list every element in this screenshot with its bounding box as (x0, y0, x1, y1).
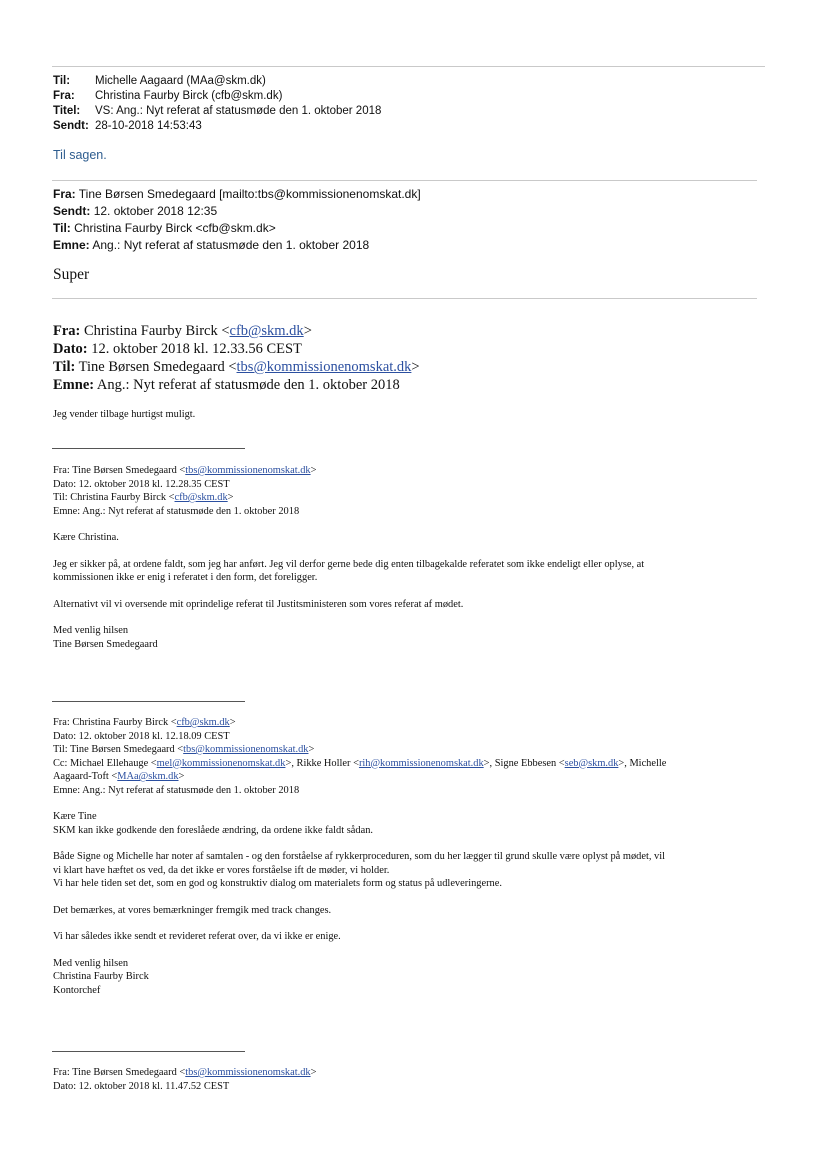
msg2-date-label: Dato: (53, 341, 88, 357)
title-value: VS: Ang.: Nyt referat af statusmøde den 1. oktober 2018 (95, 105, 382, 117)
msg4-paragraph-1-line-2: vi klart have hæftet os ved, da det ikke er vores forståelse ift de møder, vi holder. (53, 864, 390, 876)
message-5 (53, 1066, 316, 1093)
msg4-cc-mid-2: >, Signe Ebbesen < (483, 757, 565, 769)
msg1-from-label: Fra: (53, 187, 76, 201)
msg3-paragraph-1-line-2: kommissionen ikke er enig i referatet i den form, det foreligger. (53, 572, 318, 583)
msg3-to-end: > (227, 492, 234, 503)
msg4-paragraph-2: Det bemærkes, at vores bemærkninger fremgik med track changes. (53, 904, 332, 916)
msg4-cc-email-link-3[interactable]: seb@skm.dk (564, 757, 619, 769)
message-3 (53, 464, 644, 651)
msg2-to-email-link[interactable]: tbs@kommissionenomskat.dk (236, 359, 412, 375)
msg5-from-end: > (310, 1067, 317, 1078)
separator-rule-3 (52, 1051, 245, 1052)
msg4-cc-continued: Aagaard-Toft < (53, 771, 118, 782)
msg3-signoff: Med venlig hilsen (53, 625, 129, 636)
separator-rule-2 (52, 701, 245, 702)
from-label: Fra: (53, 90, 75, 102)
msg4-cc-mid-1: >, Rikke Holler < (285, 757, 359, 769)
msg3-greeting: Kære Christina. (53, 532, 119, 543)
top-divider (52, 66, 765, 67)
msg4-to-email-link[interactable]: tbs@kommissionenomskat.dk (183, 744, 309, 755)
msg4-paragraph-1-line-3: Vi har hele tiden set det, som en god og konstruktiv dialog om materialets form og status på udleveringerne. (53, 878, 502, 889)
msg1-to-label: Til: (53, 221, 71, 235)
msg4-from-email-link[interactable]: cfb@skm.dk (176, 717, 230, 728)
msg3-from-end: > (310, 465, 317, 476)
sent-value: 28-10-2018 14:53:43 (95, 120, 202, 132)
msg5-date: Dato: 12. oktober 2018 kl. 11.47.52 CEST (53, 1080, 230, 1092)
msg3-to-email-link[interactable]: cfb@skm.dk (174, 492, 228, 503)
msg4-cc-mid-3: >, Michelle (618, 757, 667, 769)
msg5-from: Fra: Tine Børsen Smedegaard < (53, 1067, 186, 1078)
msg4-signoff: Med venlig hilsen (53, 957, 129, 969)
msg3-from-email-link[interactable]: tbs@kommissionenomskat.dk (185, 465, 311, 476)
msg2-from-label: Fra: (53, 323, 81, 339)
msg4-cc: Cc: Michael Ellehauge < (53, 757, 157, 769)
msg1-sent-label: Sendt: (53, 204, 91, 218)
to-value: Michelle Aagaard (MAa@skm.dk) (95, 75, 266, 87)
msg1-from-value: Tine Børsen Smedegaard [mailto:tbs@kommissionenomskat.dk] (78, 187, 421, 201)
divider-2 (52, 298, 757, 299)
msg4-line-1: SKM kan ikke godkende den foreslåede ændring, da ordene ikke faldt sådan. (53, 824, 373, 836)
msg4-greeting: Kære Tine (53, 811, 97, 822)
msg2-to-end: > (411, 359, 420, 375)
msg4-cc-email-link-2[interactable]: rih@kommissionenomskat.dk (358, 757, 484, 769)
msg2-date-value: 12. oktober 2018 kl. 12.33.56 CEST (91, 341, 302, 357)
sent-label: Sendt: (53, 120, 89, 132)
msg3-signature-name: Tine Børsen Smedegaard (53, 638, 158, 650)
msg4-cc-email-link-1[interactable]: mel@kommissionenomskat.dk (156, 757, 286, 769)
msg4-from-end: > (229, 717, 236, 728)
msg4-cc-email-link-4[interactable]: MAa@skm.dk (117, 771, 179, 782)
msg4-to-end: > (308, 744, 315, 755)
msg2-to-name: Tine Børsen Smedegaard < (78, 359, 237, 375)
msg4-from: Fra: Christina Faurby Birck < (53, 717, 177, 728)
email-header (53, 74, 381, 134)
msg1-sent-value: 12. oktober 2018 12:35 (93, 204, 218, 218)
msg2-body: Jeg vender tilbage hurtigst muligt. (53, 409, 196, 420)
msg2-to-label: Til: (53, 359, 76, 375)
msg1-body: Super (53, 266, 90, 283)
to-label: Til: (53, 75, 71, 87)
msg4-subject: Emne: Ang.: Nyt referat af statusmøde den 1. oktober 2018 (53, 784, 300, 796)
msg3-subject: Emne: Ang.: Nyt referat af statusmøde den 1. oktober 2018 (53, 505, 300, 517)
msg2-from-email-link[interactable]: cfb@skm.dk (229, 323, 304, 339)
divider-1 (52, 180, 757, 181)
message-2-header (53, 322, 420, 394)
msg2-from-name: Christina Faurby Birck < (84, 323, 230, 339)
msg4-signature-title: Kontorchef (53, 984, 101, 996)
msg5-from-email-link[interactable]: tbs@kommissionenomskat.dk (185, 1067, 311, 1078)
msg4-cc-end: > (178, 771, 185, 782)
msg3-date: Dato: 12. oktober 2018 kl. 12.28.35 CEST (53, 478, 230, 490)
note-text: Til sagen. (53, 148, 107, 162)
message-1-header (53, 186, 421, 254)
from-value: Christina Faurby Birck (cfb@skm.dk) (95, 90, 283, 102)
msg1-subject-value: Ang.: Nyt referat af statusmøde den 1. oktober 2018 (92, 238, 370, 252)
msg2-subject-value: Ang.: Nyt referat af statusmøde den 1. oktober 2018 (96, 377, 400, 393)
title-label: Titel: (53, 105, 81, 117)
msg1-subject-label: Emne: (53, 238, 90, 252)
msg2-from-end: > (303, 323, 312, 339)
msg3-paragraph-2: Alternativt vil vi oversende mit oprindelige referat til Justitsministeren som vores referat af mødet. (53, 598, 464, 610)
message-4 (53, 716, 666, 997)
msg3-to: Til: Christina Faurby Birck < (53, 492, 175, 503)
msg2-subject-label: Emne: (53, 377, 95, 393)
msg3-paragraph-1-line-1: Jeg er sikker på, at ordene faldt, som jeg har anført. Jeg vil derfor gerne bede dig enten tilbagekalde referatet som ikke endeligt eller oplyse, at (53, 558, 645, 570)
msg4-paragraph-3: Vi har således ikke sendt et revideret referat over, da vi ikke er enige. (53, 931, 341, 942)
msg4-date: Dato: 12. oktober 2018 kl. 12.18.09 CEST (53, 730, 230, 742)
msg4-to: Til: Tine Børsen Smedegaard < (53, 744, 184, 755)
msg4-signature-name: Christina Faurby Birck (53, 971, 149, 982)
msg4-paragraph-1-line-1: Både Signe og Michelle har noter af samtalen - og den forståelse af rykkerproceduren, som du her lægger til grund skulle være oplyst på mødet, vil (53, 851, 666, 862)
msg1-to-value: Christina Faurby Birck <cfb@skm.dk> (74, 221, 276, 235)
separator-rule-1 (52, 448, 245, 449)
msg3-from: Fra: Tine Børsen Smedegaard < (53, 465, 186, 476)
